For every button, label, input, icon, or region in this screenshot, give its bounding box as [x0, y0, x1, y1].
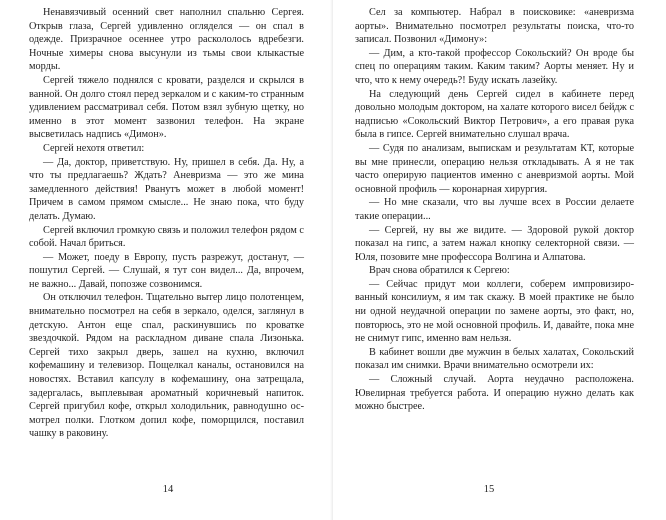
- paragraph: Ненавязчивый осенний свет наполнил спальню Сергея. Открыв глаза, Сергей удивленно огляделся — он спал в одежде. Призрачное осеннее утро раскололось вдребезги. Ночные химеры снова высунули из тьмы свои клыкастые морды.: [29, 7, 304, 73]
- paragraph: Он отключил телефон. Тщательно вытер лицо полотенцем, внимательно посмотрел на себя в зеркало, оделся, заглянул в детскую. Антон еще спал, раскинувшись по кроватке звездочкой. Рядом на раскладном диване спала Лизонька. Сергей тихо закрыл дверь, зашел на кухню, включил кофемашину и телевизор. Пощелкал каналы, остановился на новостях. Вставил капсулу в кофемашину, она затрещала, задергалась, выплевывая ароматный коричневый напиток. Сергей пригубил кофе, открыл холодильник, равнодушно осмотрел полки. Глотком допил кофе, поморщился, поставил чашку в раковину.: [29, 292, 304, 440]
- right-page: [333, 0, 666, 520]
- left-page-text: [29, 6, 304, 441]
- paragraph: — Может, поеду в Европу, пусть разрежут, достанут, — пошутил Сергей. — Слушай, я тут сон видел... Да, впрочем, не важно... Давай, попозже созвонимся.: [29, 251, 304, 290]
- page-number-right: 15: [483, 484, 495, 495]
- paragraph: — Сейчас придут мои коллеги, соберем импровизированный консилиум, я им так скажу. В моей практике не было ни одной неудачной операции по замене аорты, это факт, но, повторюсь, это не мой основной профиль. И, давайте, пока мне не снимут гипс, именно вам нельзя.: [355, 278, 634, 345]
- paragraph: Врач снова обратился к Сергею:: [369, 265, 510, 277]
- paragraph: Сергей тяжело поднялся с кровати, разделся и скрылся в ванной. Он долго стоял перед зеркалом и с каким-то странным удивлением рассматривал себя. Потом взял зубную щетку, но именно в этот момент зазвонил телефон. На экране высветилась надпись «Димон».: [29, 74, 304, 141]
- paragraph: — Сергей, ну вы же видите. — Здоровой рукой доктор показал на гипс, а затем нажал кнопку селекторной связи. — Юля, позовите мне профессора Волгина и Алпатова.: [355, 224, 634, 263]
- paragraph: — Сложный случай. Аорта неудачно расположена. Ювелирная требуется работа. И операцию нужно делать как можно быстрее.: [355, 374, 634, 413]
- page-number-left: 14: [162, 484, 174, 495]
- paragraph: — Но мне сказали, что вы лучше всех в России делаете такие операции...: [355, 197, 634, 222]
- right-page-text: [355, 6, 634, 414]
- paragraph: — Дим, а кто-такой профессор Сокольский? Он вроде бы спец по операциям таким. Каким таким? Аорты меняет. Ну и что, что к нему очередь?! Буду искать лазейку.: [355, 47, 634, 86]
- paragraph: — Судя по анализам, выпискам и результатам КТ, которые вы мне принесли, операцию нельзя откладывать. А я не так часто оперирую пациентов именно с аневризмой аорты. Мой основной профиль — коронарная хирургия.: [355, 142, 634, 195]
- paragraph: Сел за компьютер. Набрал в поисковике: «аневризма аорты». Внимательно посмотрел результаты поиска, что-то записал. Позвонил «Димону»:: [355, 7, 634, 46]
- paragraph: Сергей нехотя ответил:: [43, 142, 145, 154]
- paragraph: На следующий день Сергей сидел в кабинете перед довольно молодым доктором, на халате которого висел бейдж с надписью «Сокольский Виктор Петрович», а его правая рука была в гипсе. Сергей внимательно слушал врача.: [355, 88, 634, 141]
- paragraph: Сергей включил громкую связь и положил телефон рядом с собой. Начал бриться.: [29, 224, 304, 250]
- paragraph: В кабинет вошли две мужчин в белых халатах, Сокольский показал им снимки. Врачи внимательно осмотрели их:: [355, 346, 634, 372]
- paragraph: — Да, доктор, приветствую. Ну, пришел в себя. Да. Ну, а что ты предлагаешь? Ждать? Аневризма — это же мина замедленного действия! Рванутъ может в любой момент! Причем в самом прямом смысле... Не знаю пока, что буду делать. Думаю.: [29, 156, 304, 222]
